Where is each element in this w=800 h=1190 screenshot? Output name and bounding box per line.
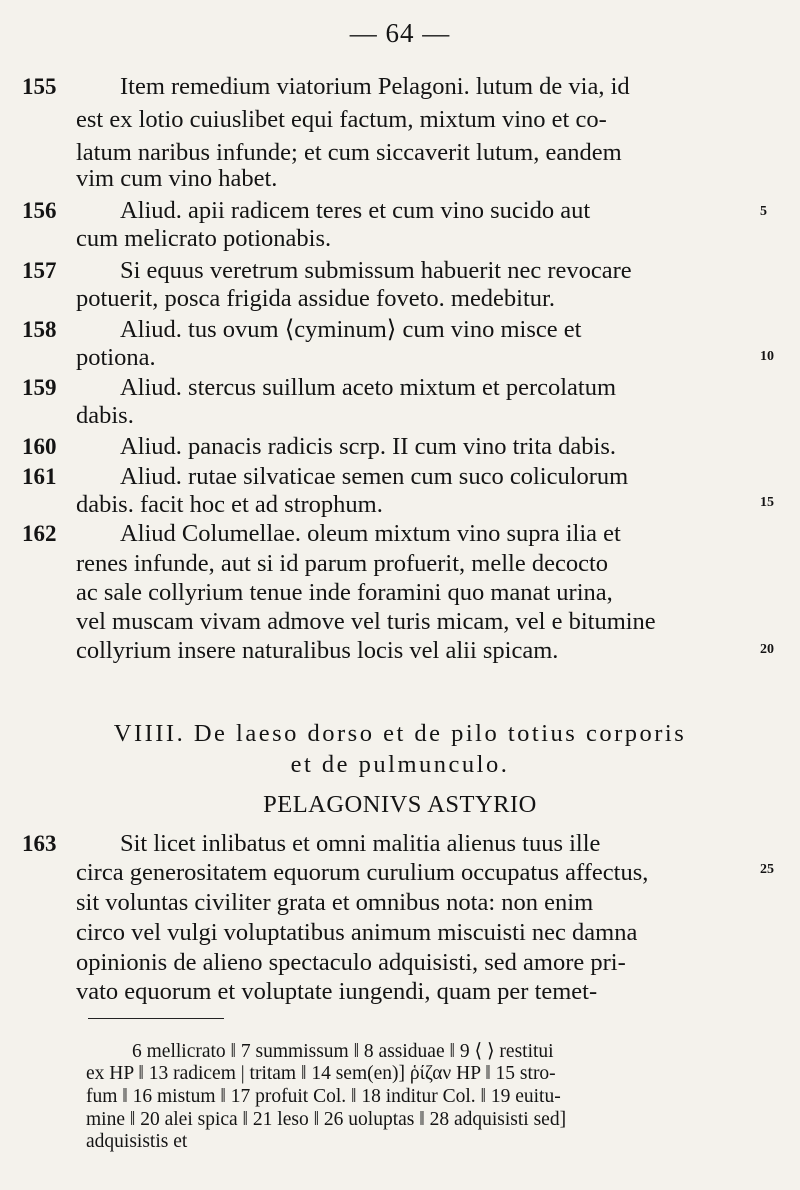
- text-line: [76, 222, 756, 255]
- apparatus-line: mine ‖ 20 alei spica ‖ 21 leso ‖ 26 uoluptas ‖ 28 adquisisti sed]: [86, 1109, 567, 1130]
- line-text: circo vel vulgi voluptatibus animum miscuisti nec damna: [76, 919, 638, 946]
- line-text: vel muscam vivam admove vel turis micam, vel e bitumine: [76, 608, 656, 635]
- line-text: sit voluntas civiliter grata et omnibus nota: non enim: [76, 889, 594, 916]
- text-line: [76, 399, 756, 432]
- line-text: Sit licet inlibatus et omni malitia alienus tuus ille: [120, 830, 601, 857]
- paragraph-number: 155: [22, 74, 57, 99]
- line-text: potiona.: [76, 344, 156, 371]
- line-text: vato equorum et voluptate iungendi, quam per temet-: [76, 978, 598, 1005]
- text-line: [76, 103, 756, 136]
- line-text: dabis.: [76, 402, 134, 429]
- text-line: [22, 70, 756, 103]
- text-line: [76, 282, 756, 315]
- apparatus-line: adquisistis et: [86, 1131, 188, 1152]
- footnote-divider: [88, 1018, 224, 1019]
- margin-line-number: 15: [760, 495, 774, 510]
- section-title: VIIII. De laeso dorso et de pilo totius corporis: [113, 720, 687, 747]
- line-text: collyrium insere naturalibus locis vel alii spicam.: [76, 637, 559, 664]
- paragraph-number: 161: [22, 464, 57, 489]
- margin-line-number: 5: [760, 204, 767, 219]
- line-text: Aliud. panacis radicis scrp. II cum vino trita dabis.: [120, 433, 616, 460]
- paragraph-number: 160: [22, 434, 57, 459]
- section-title-continued: et de pulmunculo.: [290, 751, 510, 778]
- text-line: [22, 430, 756, 463]
- margin-line-number: 25: [760, 862, 774, 877]
- line-text: potuerit, posca frigida assidue foveto. medebitur.: [76, 285, 555, 312]
- paragraph-number: 162: [22, 521, 57, 546]
- line-text: Aliud. rutae silvaticae semen cum suco coliculorum: [120, 463, 629, 490]
- line-text: Aliud. tus ovum ⟨cyminum⟩ cum vino misce et: [120, 316, 582, 343]
- line-text: Aliud. apii radicem teres et cum vino sucido aut: [120, 197, 591, 224]
- line-text: vim cum vino habet.: [76, 165, 278, 192]
- line-text: dabis. facit hoc et ad strophum.: [76, 491, 383, 518]
- text-line: [76, 886, 756, 919]
- line-text: est ex lotio cuiuslibet equi factum, mixtum vino et co-: [76, 106, 607, 133]
- margin-line-number: 10: [760, 349, 774, 364]
- apparatus-line: ex HP ‖ 13 radicem | tritam ‖ 14 sem(en)] ῥίζαν HP ‖ 15 stro-: [86, 1063, 556, 1084]
- apparatus-line: fum ‖ 16 mistum ‖ 17 profuit Col. ‖ 18 inditur Col. ‖ 19 euitu-: [86, 1086, 561, 1107]
- paragraph-number: 159: [22, 375, 57, 400]
- apparatus-line: 6 mellicrato ‖ 7 summissum ‖ 8 assiduae ‖ 9 ⟨ ⟩ restitui: [132, 1041, 554, 1062]
- line-text: latum naribus infunde; et cum siccaverit lutum, eandem: [76, 139, 622, 166]
- line-text: Aliud Columellae. oleum mixtum vino supra ilia et: [120, 520, 621, 547]
- text-line: [76, 856, 756, 889]
- text-line: [22, 517, 756, 550]
- line-text: Si equus veretrum submissum habuerit nec revocare: [120, 257, 632, 284]
- line-text: opinionis de alieno spectaculo adquisisti, sed amore pri-: [76, 949, 626, 976]
- text-line: [76, 341, 756, 374]
- text-line: [76, 916, 756, 949]
- paragraph-number: 163: [22, 831, 57, 856]
- paragraph-number: 156: [22, 198, 57, 223]
- line-text: cum melicrato potionabis.: [76, 225, 332, 252]
- text-line: [76, 634, 756, 667]
- paragraph-number: 158: [22, 317, 57, 342]
- margin-line-number: 20: [760, 642, 774, 657]
- section-author: PELAGONIVS ASTYRIO: [263, 791, 537, 818]
- line-text: renes infunde, aut si id parum profuerit, melle decocto: [76, 550, 609, 577]
- line-text: Aliud. stercus suillum aceto mixtum et percolatum: [120, 374, 617, 401]
- line-text: ac sale collyrium tenue inde foramini quo manat urina,: [76, 579, 613, 606]
- text-line: [76, 162, 756, 195]
- text-line: [76, 975, 756, 1008]
- paragraph-number: 157: [22, 258, 57, 283]
- line-text: circa generositatem equorum curulium occupatus affectus,: [76, 859, 649, 886]
- page-number: — 64 —: [349, 18, 451, 48]
- line-text: Item remedium viatorium Pelagoni. lutum de via, id: [120, 73, 630, 100]
